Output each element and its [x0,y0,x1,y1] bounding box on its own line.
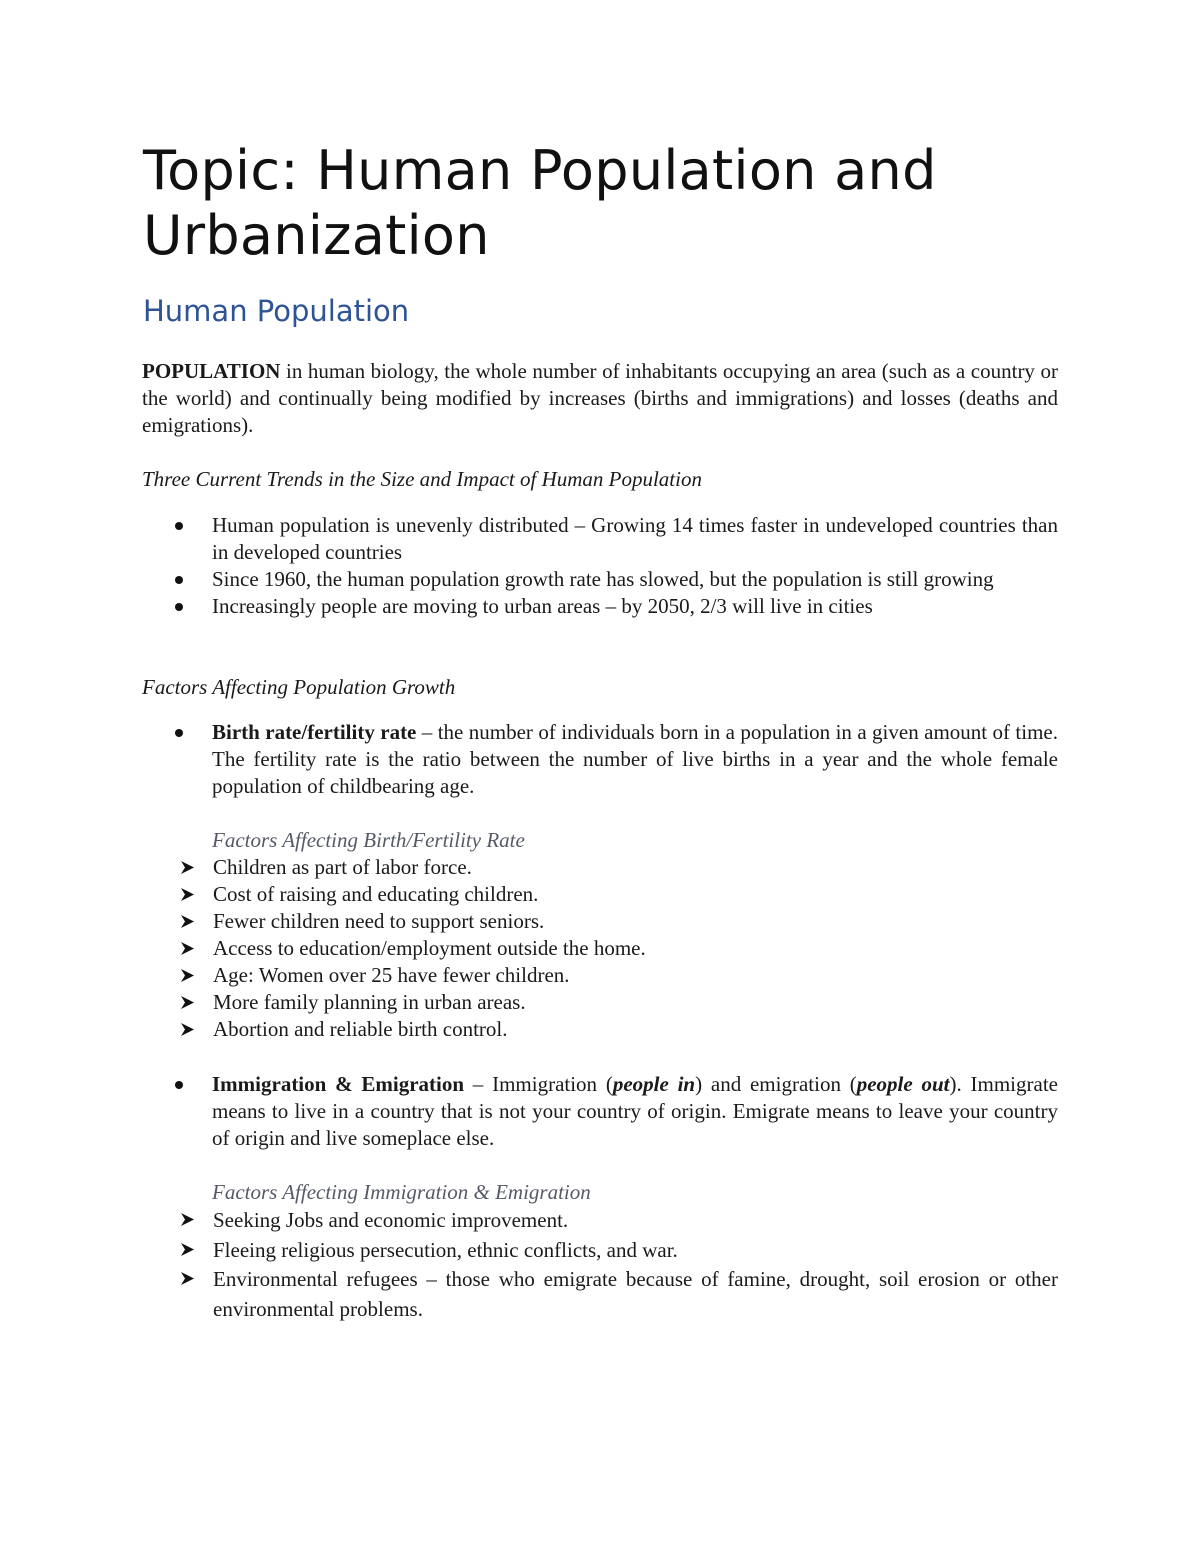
list-item [142,881,1058,908]
birth-factor-text: More family planning in urban areas. [213,990,526,1014]
trend-text: Human population is unevenly distributed – Growing 14 times faster in undeveloped countries than in developed countries [212,513,1058,564]
list-item [142,593,1058,620]
list-item [142,1265,1058,1324]
birth-factor-text: Access to education/employment outside the home. [213,936,646,960]
bullet-icon [175,729,183,737]
trend-text: Increasingly people are moving to urban areas – by 2050, 2/3 will live in cities [212,594,873,618]
list-item [142,989,1058,1016]
arrow-bullet-icon [179,854,199,881]
migration-text-a: – Immigration ( [464,1072,613,1096]
birth-rate-term: Birth rate/fertility rate [212,720,417,744]
bullet-icon [175,603,183,611]
list-item [142,1206,1058,1236]
arrow-bullet-icon [179,1236,199,1263]
list-item [142,1016,1058,1043]
bullet-icon [175,522,183,530]
arrow-bullet-icon [179,1265,199,1292]
migration-factor-text: Seeking Jobs and economic improvement. [213,1208,569,1232]
birth-rate-paragraph [212,720,1058,798]
arrow-bullet-icon [179,1206,199,1233]
migration-text-c: ). Immigrate means to live in a country that is not your country of origin. Emigrate means to leave your country of origin and live someplace else. [212,1072,1058,1150]
section-heading: Human Population [143,294,410,328]
bullet-icon [175,1081,183,1089]
arrow-bullet-icon [179,1016,199,1043]
list-item [142,908,1058,935]
list-item-birth-rate [142,719,1058,1043]
people-out-label: people out [856,1072,950,1096]
birth-factor-text: Abortion and reliable birth control. [213,1017,508,1041]
list-item [142,1236,1058,1266]
bullet-icon [175,576,183,584]
arrow-bullet-icon [179,962,199,989]
intro-term: POPULATION [142,359,281,383]
birth-factor-text: Fewer children need to support seniors. [213,909,545,933]
list-item [142,512,1058,566]
list-item [142,962,1058,989]
factors-list [142,719,1058,1043]
migration-term: Immigration & Emigration [212,1072,465,1096]
list-item [142,566,1058,593]
trends-list [142,512,1058,620]
factors-heading: Factors Affecting Population Growth [142,675,456,699]
birth-rate-text: – the number of individuals born in a population in a given amount of time. The fertility rate is the ratio between the number of live births in a year and the whole female population of childbearing age. [212,720,1058,798]
migration-list [142,1071,1058,1324]
page-title: Topic: Human Population and Urbanization [143,139,937,267]
birth-factor-text: Age: Women over 25 have fewer children. [213,963,570,987]
list-item [142,935,1058,962]
migration-factors-heading: Factors Affecting Immigration & Emigration [212,1180,591,1204]
intro-text: in human biology, the whole number of inhabitants occupying an area (such as a country or the world) and continually being modified by increases (births and immigrations) and losses (deaths and emigrations). [142,359,1058,437]
migration-factors-list [142,1206,1058,1324]
arrow-bullet-icon [179,908,199,935]
birth-factors-heading: Factors Affecting Birth/Fertility Rate [212,828,525,852]
migration-factor-text: Fleeing religious persecution, ethnic conflicts, and war. [213,1237,678,1262]
people-in-label: people in [612,1072,696,1096]
intro-paragraph [142,358,1058,439]
trends-heading: Three Current Trends in the Size and Impact of Human Population [142,467,702,491]
birth-factor-text: Children as part of labor force. [213,855,472,879]
arrow-bullet-icon [179,881,199,908]
migration-factor-text: Environmental refugees – those who emigrate because of famine, drought, soil erosion or other environmental problems. [213,1267,1058,1321]
birth-factor-text: Cost of raising and educating children. [213,882,539,906]
birth-factors-list [142,854,1058,1043]
arrow-bullet-icon [179,989,199,1016]
list-item [142,854,1058,881]
arrow-bullet-icon [179,935,199,962]
migration-paragraph [212,1072,1058,1150]
migration-text-b: ) and emigration ( [695,1072,857,1096]
list-item-migration [142,1071,1058,1324]
trend-text: Since 1960, the human population growth rate has slowed, but the population is still growing [212,567,994,591]
